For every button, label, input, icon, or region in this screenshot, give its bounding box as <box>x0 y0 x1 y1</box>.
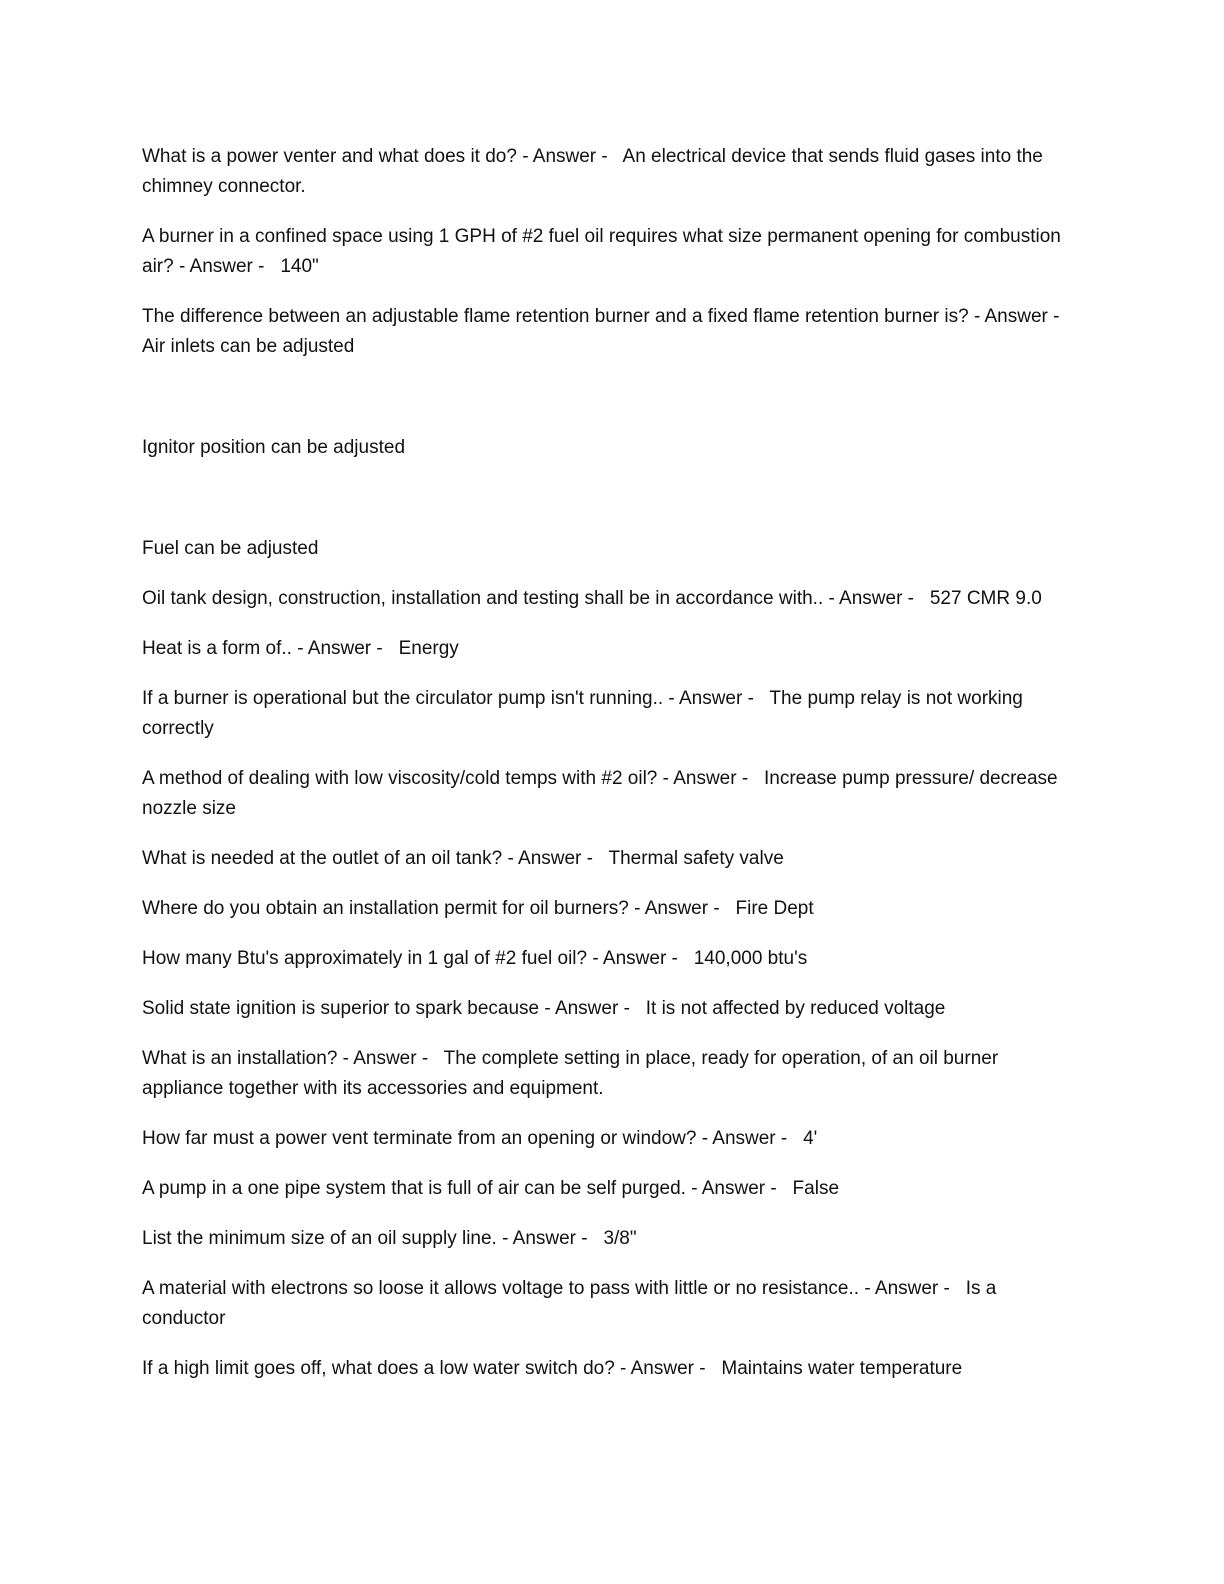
answer-continuation-fuel: Fuel can be adjusted <box>142 538 319 559</box>
qa-item-circulator-pump: If a burner is operational but the circulator pump isn't running.. - Answer - The pump relay is not working correctly <box>142 688 1029 739</box>
qa-item-low-viscosity: A method of dealing with low viscosity/cold temps with #2 oil? - Answer - Increase pump pressure/ decrease nozzle size <box>142 768 1063 819</box>
qa-item-combustion-air-opening: A burner in a confined space using 1 GPH of #2 fuel oil requires what size permanent opening for combustion air? - Answer - 140" <box>142 226 1067 277</box>
qa-item-oil-supply-line: List the minimum size of an oil supply line. - Answer - 3/8" <box>142 1228 637 1249</box>
qa-item-one-pipe-pump: A pump in a one pipe system that is full of air can be self purged. - Answer - False <box>142 1178 840 1199</box>
qa-item-oil-tank-design: Oil tank design, construction, installation and testing shall be in accordance with.. - Answer - 527 CMR 9.0 <box>142 588 1042 609</box>
answer-continuation-ignitor: Ignitor position can be adjusted <box>142 437 406 458</box>
qa-item-btu-per-gallon: How many Btu's approximately in 1 gal of #2 fuel oil? - Answer - 140,000 btu's <box>142 948 808 969</box>
qa-item-flame-retention-burner: The difference between an adjustable flame retention burner and a fixed flame retention burner is? - Answer - Air inlets can be adjusted <box>142 306 1075 357</box>
qa-item-heat-form: Heat is a form of.. - Answer - Energy <box>142 638 459 659</box>
qa-item-conductor: A material with electrons so loose it allows voltage to pass with little or no resistance.. - Answer - Is a conductor <box>142 1278 1002 1329</box>
qa-item-oil-tank-outlet: What is needed at the outlet of an oil tank? - Answer - Thermal safety valve <box>142 848 784 869</box>
qa-item-installation-permit: Where do you obtain an installation permit for oil burners? - Answer - Fire Dept <box>142 898 814 919</box>
qa-item-solid-state-ignition: Solid state ignition is superior to spark because - Answer - It is not affected by reduced voltage <box>142 998 946 1019</box>
qa-item-power-vent-termination: How far must a power vent terminate from an opening or window? - Answer - 4' <box>142 1128 818 1149</box>
qa-item-power-venter: What is a power venter and what does it do? - Answer - An electrical device that sends fluid gases into the chimney connector. <box>142 146 1049 197</box>
document-body <box>142 142 1075 1404</box>
qa-item-installation-definition: What is an installation? - Answer - The complete setting in place, ready for operation, of an oil burner appliance together with its accessories and equipment. <box>142 1048 1004 1099</box>
qa-item-low-water-switch: If a high limit goes off, what does a low water switch do? - Answer - Maintains water temperature <box>142 1358 963 1379</box>
